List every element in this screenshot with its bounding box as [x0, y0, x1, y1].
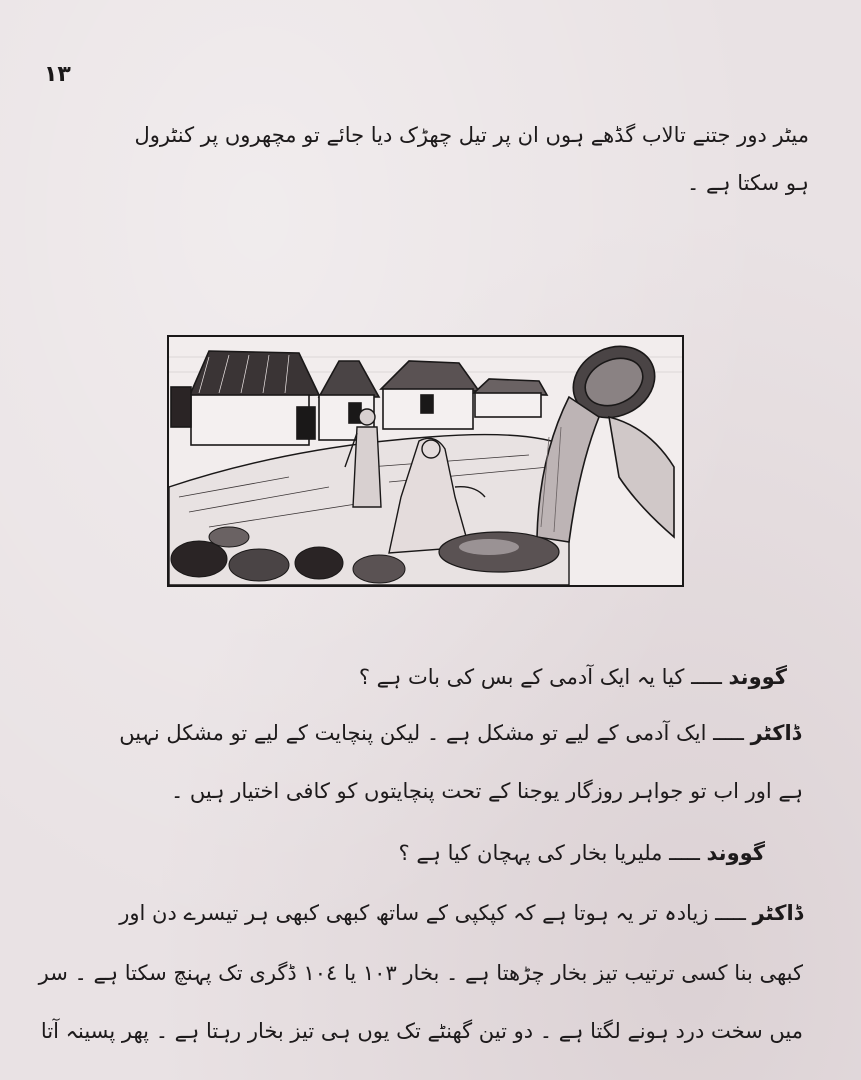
dialogue-dash: ـــــ: [691, 665, 722, 689]
speaker-doctor: ڈاکٹر: [752, 901, 803, 925]
speaker-doctor: ڈاکٹر: [750, 721, 801, 745]
dialogue-text: ملیریا بخار کی پہچان کیا ہے ؟: [398, 841, 663, 865]
dialogue-4-line-2: کبھی بنا کسی ترتیب تیز بخار چڑھتا ہے ۔ بخار ١٠٣ یا ١٠٤ ڈگری تک پہنچ سکتا ہے ۔ سر: [38, 961, 803, 985]
village-illustration: [167, 335, 684, 587]
dialogue-text: ایک آدمی کے لیے تو مشکل ہے ۔ لیکن پنچایت کے لیے تو مشکل نہیں: [119, 721, 707, 745]
speaker-govind: گووند: [706, 841, 765, 865]
dialogue-dash: ـــــ: [713, 721, 744, 745]
dialogue-4-line-1: [43, 896, 803, 930]
dialogue-text: زیادہ تر یہ ہوتا ہے کہ کپکپی کے ساتھ کبھی کبھی ہر تیسرے دن اور: [119, 901, 709, 925]
dialogue-4-line-3: میں سخت درد ہونے لگتا ہے ۔ دو تین گھنٹے تک یوں ہی تیز بخار رہتا ہے ۔ پھر پسینہ آتا: [40, 1019, 803, 1043]
village-drawing: [169, 337, 682, 585]
dialogue-2-line-2: ہے اور اب تو جواہر روزگار یوجنا کے تحت پنچایتوں کو کافی اختیار ہیں ۔: [170, 779, 803, 803]
dialogue-3-line-1: [85, 836, 765, 870]
dialogue-2-line-1: [41, 716, 801, 750]
intro-line-1: میٹر دور جتنے تالاب گڈھے ہوں ان پر تیل چھڑک دیا جائے تو مچھروں پر کنٹرول: [134, 123, 809, 147]
page-number: ١٣: [44, 62, 71, 87]
dialogue-dash: ـــــ: [715, 901, 746, 925]
dialogue-dash: ـــــ: [669, 841, 700, 865]
intro-line-2: ہو سکتا ہے ۔: [686, 171, 809, 195]
speaker-govind: گووند: [728, 665, 787, 689]
dialogue-1-line-1: [87, 660, 787, 694]
dialogue-text: کیا یہ ایک آدمی کے بس کی بات ہے ؟: [358, 665, 685, 689]
